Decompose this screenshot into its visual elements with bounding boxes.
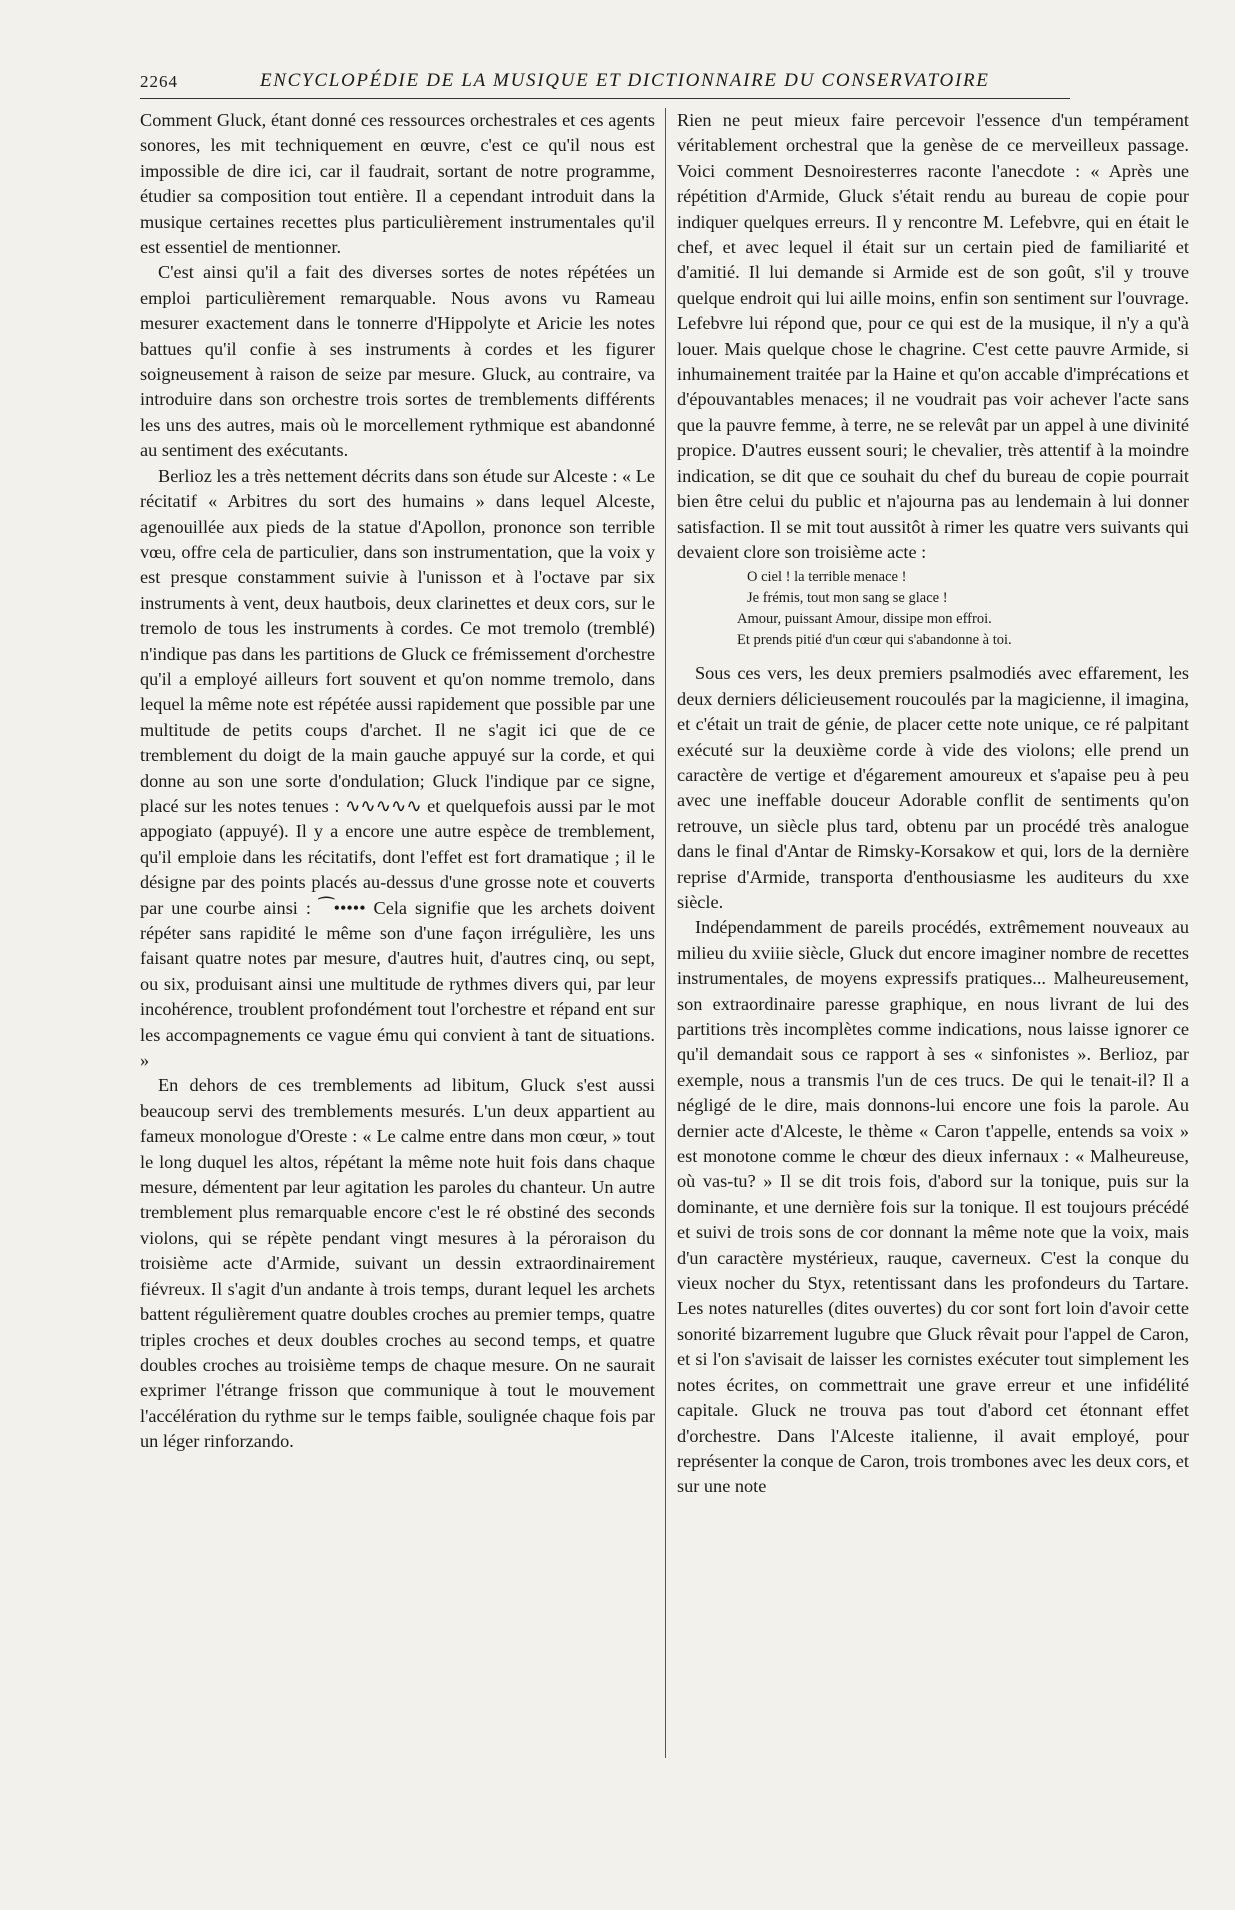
- paragraph: C'est ainsi qu'il a fait des diverses sortes de notes répétées un emploi particulièrement remarquable. Nous avons vu Rameau mesurer exactement dans le tonnerre d'Hippolyte et Aricie les notes battues qu'il confie à ses instruments à cordes et les figurer soigneusement à raison de seize par mesure. Gluck, au contraire, va introduire dans son orchestre trois sortes de tremblements différents les uns des autres, mais où le morcellement rythmique est abandonné au sentiment des exécutants.: [140, 262, 655, 461]
- paragraph: En dehors de ces tremblements ad libitum, Gluck s'est aussi beaucoup servi des tremblements mesurés. L'un deux appartient au fameux monologue d'Oreste : « Le calme entre dans mon cœur, » tout le long duquel les altos, répétant la même note huit fois dans chaque mesure, démentent par leur agitation les paroles du chanteur. Un autre tremblement plus remarquable encore c'est le ré obstiné des seconds violons, qui se répète pendant vingt mesures à la péroraison du troisième acte d'Armide, suivant un dessin extraordinairement fiévreux. Il s'agit d'un andante à trois temps, durant lequel les archets battent régulièrement quatre doubles croches au premier temps, quatre triples croches et deux doubles croches au second temps, et quatre doubles croches au troisième temps de chaque mesure. On ne saurait exprimer l'étrange frisson que communique à tout le mouvement l'accélération du rythme sur le temps faible, soulignée chaque fois par un léger rinforzando.: [140, 1075, 655, 1452]
- verse-line: Et prends pitié d'un cœur qui s'abandonne à toi.: [737, 632, 1012, 649]
- verse-quote: [737, 567, 1189, 651]
- paragraph: Indépendamment de pareils procédés, extrêmement nouveaux au milieu du xviiie siècle, Gluck dut encore imaginer nombre de recettes instrumentales, de moyens expressifs pratiques... Malheureusement, son extraordinaire paresse graphique, en nous livrant de lui des partitions très incomplètes comme indications, nous laisse ignorer ce qu'il demandait sous ce rapport à ses « sinfonistes ». Berlioz, par exemple, nous a transmis l'un de ces trucs. De qui le tenait-il? Il a négligé de le dire, mais donnons-lui encore une fois la parole. Au dernier acte d'Alceste, le thème « Caron t'appelle, entends sa voix » est monotone comme le chœur des dieux infernaux : « Malheureuse, où vas-tu? » Il se dit trois fois, d'abord sur la tonique, puis sur la dominante, et une dernière fois sur la tonique. Il est toujours précédé et suivi de trois sons de cor donnant la même note que la voix, mais d'un caractère mystérieux, rauque, caverneux. C'est la conque du vieux nocher du Styx, retentissant dans les profondeurs du Tartare. Les notes naturelles (dites ouvertes) du cor sont fort loin d'avoir cette sonorité bizarrement lugubre que Gluck rêvait pour l'appel de Caron, et si l'on s'avisait de laisser les cornistes exécuter tout simplement les notes écrites, on commettrait une grave erreur et une infidélité capitale. Gluck ne trouva pas tout d'abord cet étonnant effet d'orchestre. Dans l'Alceste italienne, il avait employé, pour représenter la conque de Caron, trois trombones avec les deux cors, et sur une note: [677, 917, 1189, 1497]
- running-title: ENCYCLOPÉDIE DE LA MUSIQUE ET DICTIONNAIRE DU CONSERVATOIRE: [260, 70, 990, 91]
- paragraph: Comment Gluck, étant donné ces ressources orchestrales et ces agents sonores, les mit techniquement en œuvre, c'est ce qu'il nous est impossible de dire ici, car il faudrait, sortant de notre programme, étudier sa composition tout entière. Il a cependant introduit dans la musique certaines recettes plus particulièrement instrumentales qu'il est essentiel de mentionner.: [140, 110, 655, 258]
- right-column: [677, 108, 1189, 1500]
- paragraph: Sous ces vers, les deux premiers psalmodiés avec effarement, les deux derniers délicieusement roucoulés par la magicienne, il imagina, et c'était un trait de génie, de placer cette note unique, ce ré palpitant exécuté sur la deuxième corde à vide des violons; elle prend un caractère de vertige et d'égarement amoureux et s'apaise peu à peu avec une ineffable douceur Adorable conflit de sentiments qu'on retrouve, un siècle plus tard, obtenu par un procédé très analogue dans le final d'Antar de Rimsky-Korsakow et qui, lors de la dernière reprise d'Armide, transporta d'enthousiasme les auditeurs du xxe siècle.: [677, 663, 1189, 912]
- page-number: 2264: [140, 72, 178, 91]
- page-header: [140, 70, 1070, 99]
- verse-line: Je frémis, tout mon sang se glace !: [747, 590, 948, 607]
- paragraph: Berlioz les a très nettement décrits dans son étude sur Alceste : « Le récitatif « Arbitres du sort des humains » dans lequel Alceste, agenouillée aux pieds de la statue d'Apollon, prononce son terrible vœu, offre cela de particulier, dans son instrumentation, que la voix y est presque constamment suivie à l'unisson et à l'octave par six instruments à vent, deux hautbois, deux clarinettes et deux cors, sur le tremolo de tous les instruments à cordes. Ce mot tremolo (tremblé) n'indique pas dans les partitions de Gluck ce frémissement d'orchestre qu'il a employé ailleurs fort souvent et qu'on nomme tremolo, dans lequel la même note est répétée aussi rapidement que possible par une multitude de petits coups d'archet. Il ne s'agit ici que de ce tremblement du doigt de la main gauche appuyé sur la corde, et qui donne au son une sorte d'ondulation; Gluck l'indique par ce signe, placé sur les notes tenues : ∿∿∿∿∿ et quelquefois aussi par le mot appogiato (appuyé). Il y a encore une autre espèce de tremblement, qu'il emploie dans les récitatifs, dont l'effet est fort dramatique ; il le désigne par des points placés au-dessus d'une grosse note et couverts par une courbe ainsi : ⁀••••• Cela signifie que les archets doivent répéter sans rapidité le même son d'une façon irrégulière, les uns faisant quatre notes par mesure, d'autres huit, d'autres cinq, ou sept, ou six, produisant ainsi une multitude de rythmes divers qui, par leur incohérence, troublent profondément tout l'orchestre et répand ent sur les accompagnements ce vague ému qui convient à tant de situations. »: [140, 465, 655, 1071]
- verse-line: O ciel ! la terrible menace !: [747, 569, 907, 586]
- verse-line: Amour, puissant Amour, dissipe mon effroi.: [737, 611, 992, 628]
- paragraph: Rien ne peut mieux faire percevoir l'essence d'un tempérament véritablement orchestral que la genèse de ce merveilleux passage. Voici comment Desnoiresterres raconte l'anecdote : « Après une répétition d'Armide, Gluck s'était rendu au bureau de copie pour indiquer quelques erreurs. Il y rencontre M. Lefebvre, qui en était le chef, et avec lequel il était sur un certain pied de familiarité et d'amitié. Il lui demande si Armide est de son goût, s'il y trouve quelque endroit qui lui aille moins, enfin son sentiment sur l'ouvrage. Lefebvre lui répond que, pour ce qui est de la musique, il n'y a qu'à louer. Mais quelque chose le chagrine. C'est cette pauvre Armide, si inhumainement traitée par la Haine et qu'on accable d'imprécations et d'épouvantables menaces; il ne voudrait pas voir achever l'acte sans que la pauvre femme, à terre, ne se relevât par un appel à une divinité propice. D'autres eussent souri; le chevalier, très attentif à la moindre indication, se dit que ce souhait du chef du bureau de copie pourrait bien être celui du public et n'ajourna pas au lendemain à lui donner satisfaction. Il se mit tout aussitôt à rimer les quatre vers suivants qui devaient clore son troisième acte :: [677, 110, 1189, 562]
- column-divider: [665, 108, 666, 1758]
- left-column: [140, 108, 655, 1455]
